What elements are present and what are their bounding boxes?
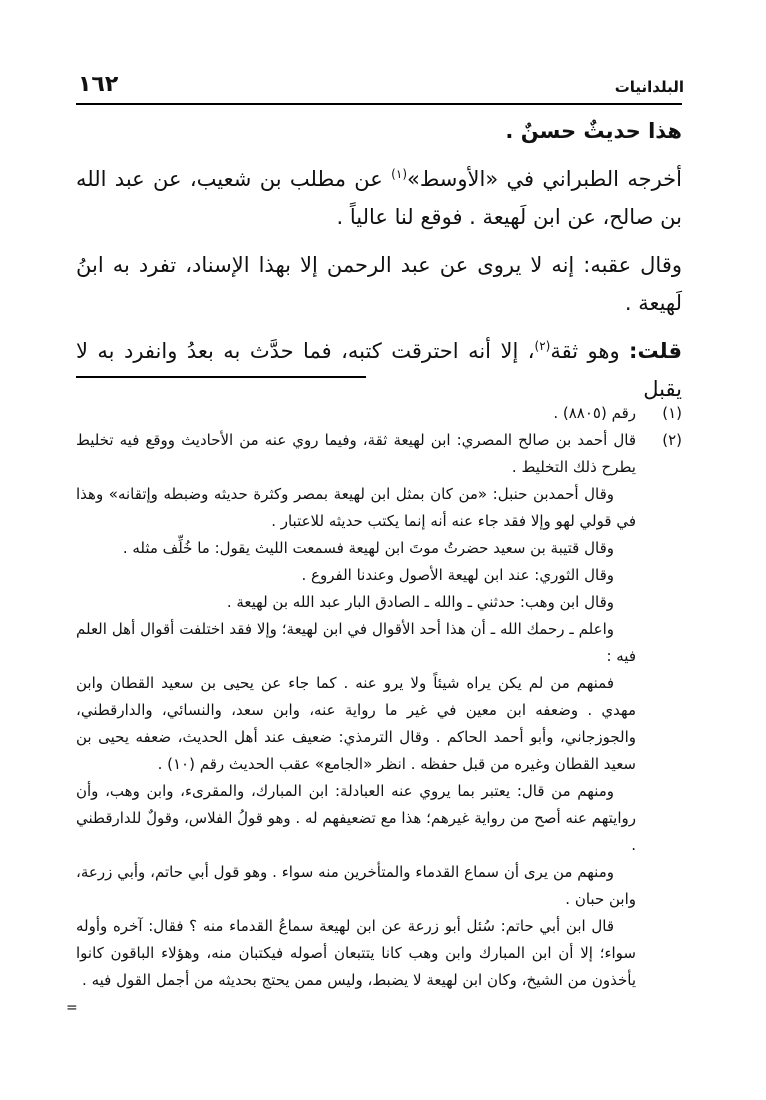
- footnote-paragraph: وقال ابن وهب: حدثني ـ والله ـ الصادق البار عبد الله بن لهيعة .: [226, 593, 614, 611]
- footnote-1: [76, 400, 682, 427]
- footnote-number: (١): [662, 404, 682, 422]
- footnote-2: [76, 427, 682, 994]
- footnote-text: رقم (٨٨٠٥) .: [553, 404, 636, 422]
- footnotes: [76, 400, 682, 994]
- page-number: ١٦٢: [78, 72, 119, 97]
- hadith-grade: هذا حديثٌ حسنٌ .: [505, 119, 682, 143]
- opinion-text-end: ، إلا أنه احترقت كتبه، فما حدَّث به بعدُ وانفرد به لا يقبل: [76, 339, 682, 401]
- takhrij-text-end: عن مطلب بن شعيب، عن عبد الله بن صالح، عن ابن لَهيعة . فوقع لنا عالياً .: [76, 167, 682, 229]
- main-text: [76, 112, 682, 408]
- footnote-ref-1[interactable]: (١): [391, 167, 407, 181]
- opinion-paragraph: [76, 332, 682, 408]
- footnote-separator: [76, 376, 366, 378]
- continuation-mark: =: [66, 1000, 78, 1016]
- takhrij-text-start: أخرجه الطبراني في «الأوسط»: [407, 167, 682, 191]
- takhrij-paragraph: [76, 160, 682, 236]
- opinion-label: قلت:: [629, 339, 682, 363]
- footnote-paragraph: وقال الثوري: عند ابن لهيعة الأصول وعندنا الفروع .: [301, 566, 614, 584]
- footnote-paragraph: فمنهم من لم يكن يراه شيئاً ولا يرو عنه . كما جاء عن يحيى بن سعيد القطان وابن مهدي . وضعفه ابن معين في غير ما رواية عنه، وابن سعد، والنسائي، والدارقطني، والجوزجاني، وأبو أحمد الحاكم . وقال الترمذي: ضعيف عند أهل الحديث، ضعفه يحيى بن سعيد القطان وغيره من قبل حفظه . انظر «الجامع» عقب الحديث رقم (١٠) .: [76, 674, 636, 773]
- footnote-paragraph: قال أحمد بن صالح المصري: ابن لهيعة ثقة، وفيما روي عنه من الأحاديث ووقع فيه تخليط يطرح ذلك التخليط .: [76, 431, 636, 476]
- footnote-paragraph: وقال أحمدبن حنبل: «من كان بمثل ابن لهيعة بمصر وكثرة حديثه وضبطه وإتقانه» وهذا في قولي لهو وإلا فقد جاء عنه أنه إنما يكتب حديثه للاعتبار .: [76, 485, 636, 530]
- footnote-paragraph: قال ابن أبي حاتم: سُئل أبو زرعة عن ابن لهيعة سماعُ القدماء منه ؟ فقال: آخره وأوله سواء؛ إلا أن ابن المبارك وابن وهب كانا يتتبعان أصوله فيكتبان منه، وهؤلاء الباقون كانوا يأخذون من الشيخ، وكان ابن لهيعة لا يضبط، وليس ممن يحتج بحديثه من أجمل القول فيه .: [76, 917, 636, 989]
- footnote-number: (٢): [662, 431, 682, 449]
- running-title: البلدانيات: [614, 78, 684, 96]
- footnote-paragraph: وقال قتيبة بن سعيد حضرتُ موتَ ابن لهيعة فسمعت الليث يقول: ما خُلِّف مثله .: [122, 539, 614, 557]
- comment-paragraph: وقال عقبه: إنه لا يروى عن عبد الرحمن إلا بهذا الإسناد، تفرد به ابنُ لَهيعة .: [76, 253, 682, 315]
- footnote-paragraph: ومنهم من قال: يعتبر بما يروي عنه العبادلة: ابن المبارك، والمقرىء، وابن وهب، وأن روايتهم عنه أصح من رواية غيرهم؛ هذا مع تضعيفهم له . وهو قولُ الفلاس، وقولٌ للدارقطني .: [76, 782, 636, 854]
- header-rule: [76, 103, 682, 105]
- running-header: [78, 72, 684, 102]
- footnote-paragraph: ومنهم من يرى أن سماع القدماء والمتأخرين منه سواء . وهو قول أبي حاتم، وأبي زرعة، وابن حبان .: [76, 863, 636, 908]
- footnote-paragraph: واعلم ـ رحمك الله ـ أن هذا أحد الأقوال في ابن لهيعة؛ وإلا فقد اختلفت أقوال أهل العلم فيه :: [76, 620, 636, 665]
- opinion-text-start: وهو ثقة: [550, 339, 630, 363]
- footnote-ref-2[interactable]: (٢): [534, 339, 551, 353]
